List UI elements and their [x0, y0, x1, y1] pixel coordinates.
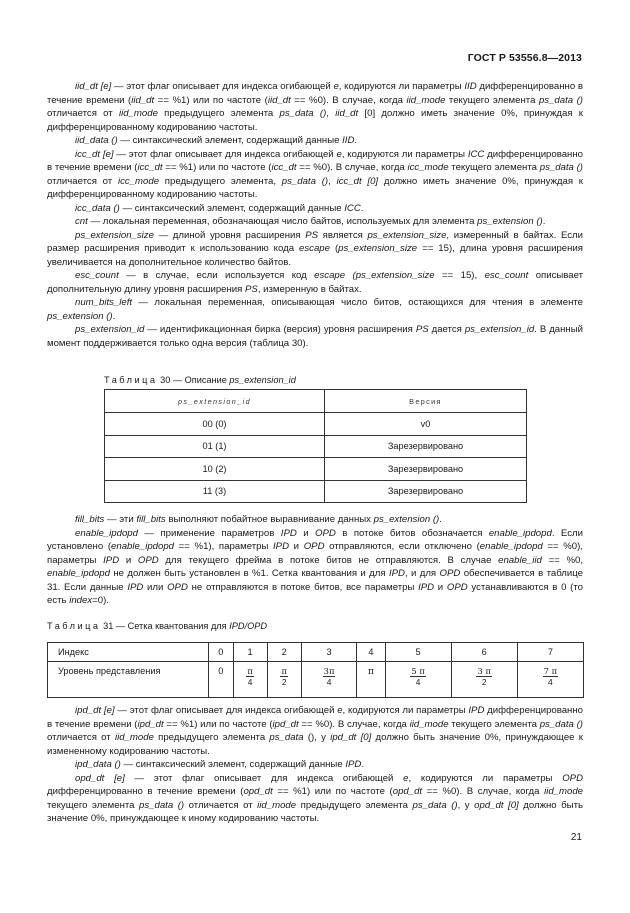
fraction-numerator: 3π: [323, 666, 335, 676]
fraction-numerator: 3 π: [477, 666, 491, 676]
fraction-denominator: 2: [481, 677, 487, 687]
page-number: 21: [570, 832, 582, 843]
fraction-denominator: 2: [281, 677, 287, 687]
table30-cell-id: 10 (2): [105, 458, 325, 481]
table30-cell-id: 11 (3): [105, 480, 325, 503]
paragraph: cnt — локальная переменная, обозначающая число байтов, используемых для элемента ps_extension ().: [75, 216, 546, 227]
paragraph: num_bits_left — локальная переменная, описывающая число битов, остающихся для чтения в элементе ps_extension ().: [47, 297, 583, 322]
table-row: [105, 458, 527, 481]
text-block-definitions-3: [47, 704, 583, 826]
table30-caption-term: ps_extension_id: [229, 375, 296, 385]
table30-cell-version: Зарезервировано: [325, 435, 527, 458]
table31-index-cell: 5: [385, 643, 451, 662]
table31-caption-prefix: Таблица: [47, 621, 101, 631]
paragraph: ps_extension_size — длиной уровня расширения PS является ps_extension_size, измеренный в байтах. Если размер расширения приводит к использованию кода escape (ps_extension_size == 15), длина уровня расширения увеличивается на дополнительное количество байтов.: [47, 229, 583, 268]
table30-caption-text: 30 — Описание: [157, 375, 230, 385]
table31-level-cell: [233, 662, 267, 698]
table31-caption: [47, 621, 267, 631]
fraction-denominator: 4: [326, 677, 332, 687]
document-header: ГОСТ Р 53556.8—2013: [467, 52, 582, 64]
table31-level-cell: [451, 662, 517, 698]
table31-row-label-level: Уровень представления: [48, 662, 209, 698]
table31-level-cell: [517, 662, 583, 698]
table31-index-cell: 2: [267, 643, 301, 662]
paragraph: icc_dt [e] — этот флаг описывает для индекса огибающей e, кодируются ли параметры ICC дифференцированно в течение времени (icc_dt == %1) или по частоте (icc_dt == %0). В случае, когда icc_mode текущего элемента ps_data () отличается от icc_mode предыдущего элемента, ps_data (), icc_dt [0] должно иметь значение 0%, принуждая к дифференцированному кодированию частоты.: [47, 148, 584, 200]
fraction: [280, 666, 288, 687]
fraction: [246, 666, 254, 687]
paragraph: ipd_dt [e] — этот флаг описывает для индекса огибающей e, кодируются ли параметры IPD дифференцированно в течение времени (ipd_dt == %1) или по частоте (ipd_dt == %0). В случае, когда iid_mode текущего элемента ps_data () отличается от iid_mode предыдущего элемента ps_data (), у ipd_dt [0] должно быть значение 0%, принуждающее к измененному кодированию частоты.: [47, 705, 583, 757]
paragraph: iid_dt [e] — этот флаг описывает для индекса огибающей e, кодируются ли параметры IID дифференцированно в течение времени (iid_dt == %1) или по частоте (iid_dt == %0). В случае, когда iid_mode текущего элемента ps_data () отличается от iid_mode предыдущего элемента ps_data (), iid_dt [0] должно иметь значение 0%, принуждая к дифференцированному кодированию частоты.: [47, 81, 583, 133]
table30-cell-version: Зарезервировано: [325, 480, 527, 503]
table30-cell-version: v0: [325, 413, 527, 436]
table31-level-cell: [357, 662, 385, 698]
table30-cell-id: 00 (0): [105, 413, 325, 436]
fraction: [543, 666, 559, 687]
table31-row-label-index: Индекс: [48, 643, 209, 662]
paragraph: icc_data () — синтаксический элемент, содержащий данные ICC.: [75, 202, 364, 214]
paragraph: esc_count — в случае, если используется код escape (ps_extension_size == 15), esc_count описывает дополнительную длину уровня расширения PS, измеренную в байтах.: [47, 270, 584, 295]
fraction-numerator: 7 π: [543, 666, 558, 676]
table31-caption-term: IPD/OPD: [229, 621, 267, 631]
fraction-denominator: 4: [247, 677, 253, 687]
fraction-denominator: 4: [548, 677, 553, 687]
paragraph: opd_dt [e] — этот флаг описывает для индекса огибающей e, кодируются ли параметры OPD дифференцированно в течение времени (opd_dt == %1) или по частоте (opd_dt == %0). В случае, когда iid_mode текущего элемента ps_data () отличается от iid_mode предыдущего элемента ps_data (), у opd_dt [0] должно быть значение 0%, принуждающее к иному кодированию частоты.: [47, 772, 583, 824]
table30-ps-extension-id: [104, 389, 527, 503]
fraction: [476, 666, 492, 687]
text-block-definitions-1: [47, 80, 583, 350]
table31-level-cell: [385, 662, 451, 698]
table-row: [105, 480, 527, 503]
table-row: [105, 413, 527, 436]
table30-cell-id: 01 (1): [105, 435, 325, 458]
fraction: [323, 666, 336, 687]
fraction-numerator: π: [281, 666, 287, 676]
table30-header-version: Версия: [325, 390, 527, 413]
paragraph: enable_ipdopd — применение параметров IPD и OPD в потоке битов обозначается enable_ipdopd. Если установлено (enable_ipdopd == %1), параметры IPD и OPD отправляются, если отключено (enable_ipdopd == %0), параметры IPD и OPD для текущего фрейма в потоке битов не отправляются. В случае enable_iid == %0, enable_ipdopd не должен быть установлен в %1. Сетка квантования и для IPD, и для OPD обеспечивается в таблице 31. Если данные IPD или OPD не отправляются в потоке битов, все параметры IPD и OPD устанавливаются в 0 (то есть index=0).: [47, 527, 583, 606]
table31-caption-text: 31 — Сетка квантования для: [100, 621, 230, 631]
table31-level-cell: [267, 662, 301, 698]
table31-index-cell: 0: [209, 643, 234, 662]
paragraph: ps_extension_id — идентификационная бирка (версия) уровня расширения PS дается ps_extension_id. В данный момент поддерживается только одна версия (таблица 30).: [47, 324, 583, 349]
table30-cell-version: Зарезервировано: [325, 458, 527, 481]
table31-index-cell: 3: [301, 643, 356, 662]
level-value: π: [367, 666, 374, 677]
table30-caption-prefix: Таблица: [104, 375, 158, 385]
table31-quantization-grid: [47, 642, 584, 698]
fraction-numerator: π: [247, 666, 253, 676]
table30-caption: [104, 375, 296, 385]
paragraph: ipd_data () — синтаксический элемент, содержащий данные IPD.: [75, 759, 364, 770]
paragraph: iid_data () — синтаксический элемент, содержащий данные IID.: [75, 135, 358, 146]
table31-level-cell: [301, 662, 356, 698]
level-value: 0: [218, 666, 224, 676]
table-row: [105, 435, 527, 458]
table31-index-cell: 4: [357, 643, 385, 662]
fraction: [410, 666, 426, 687]
table30-header-id: ps_extension_id: [105, 390, 325, 413]
table31-index-cell: 6: [451, 643, 517, 662]
paragraph: fill_bits — эти fill_bits выполняют побайтное выравнивание данных ps_extension ().: [75, 514, 442, 525]
table31-level-cell: [209, 662, 234, 698]
fraction-numerator: 5 π: [411, 666, 425, 676]
text-block-definitions-2: [47, 513, 583, 608]
table31-index-cell: 1: [233, 643, 267, 662]
fraction-denominator: 4: [415, 677, 421, 687]
table31-index-cell: 7: [517, 643, 583, 662]
